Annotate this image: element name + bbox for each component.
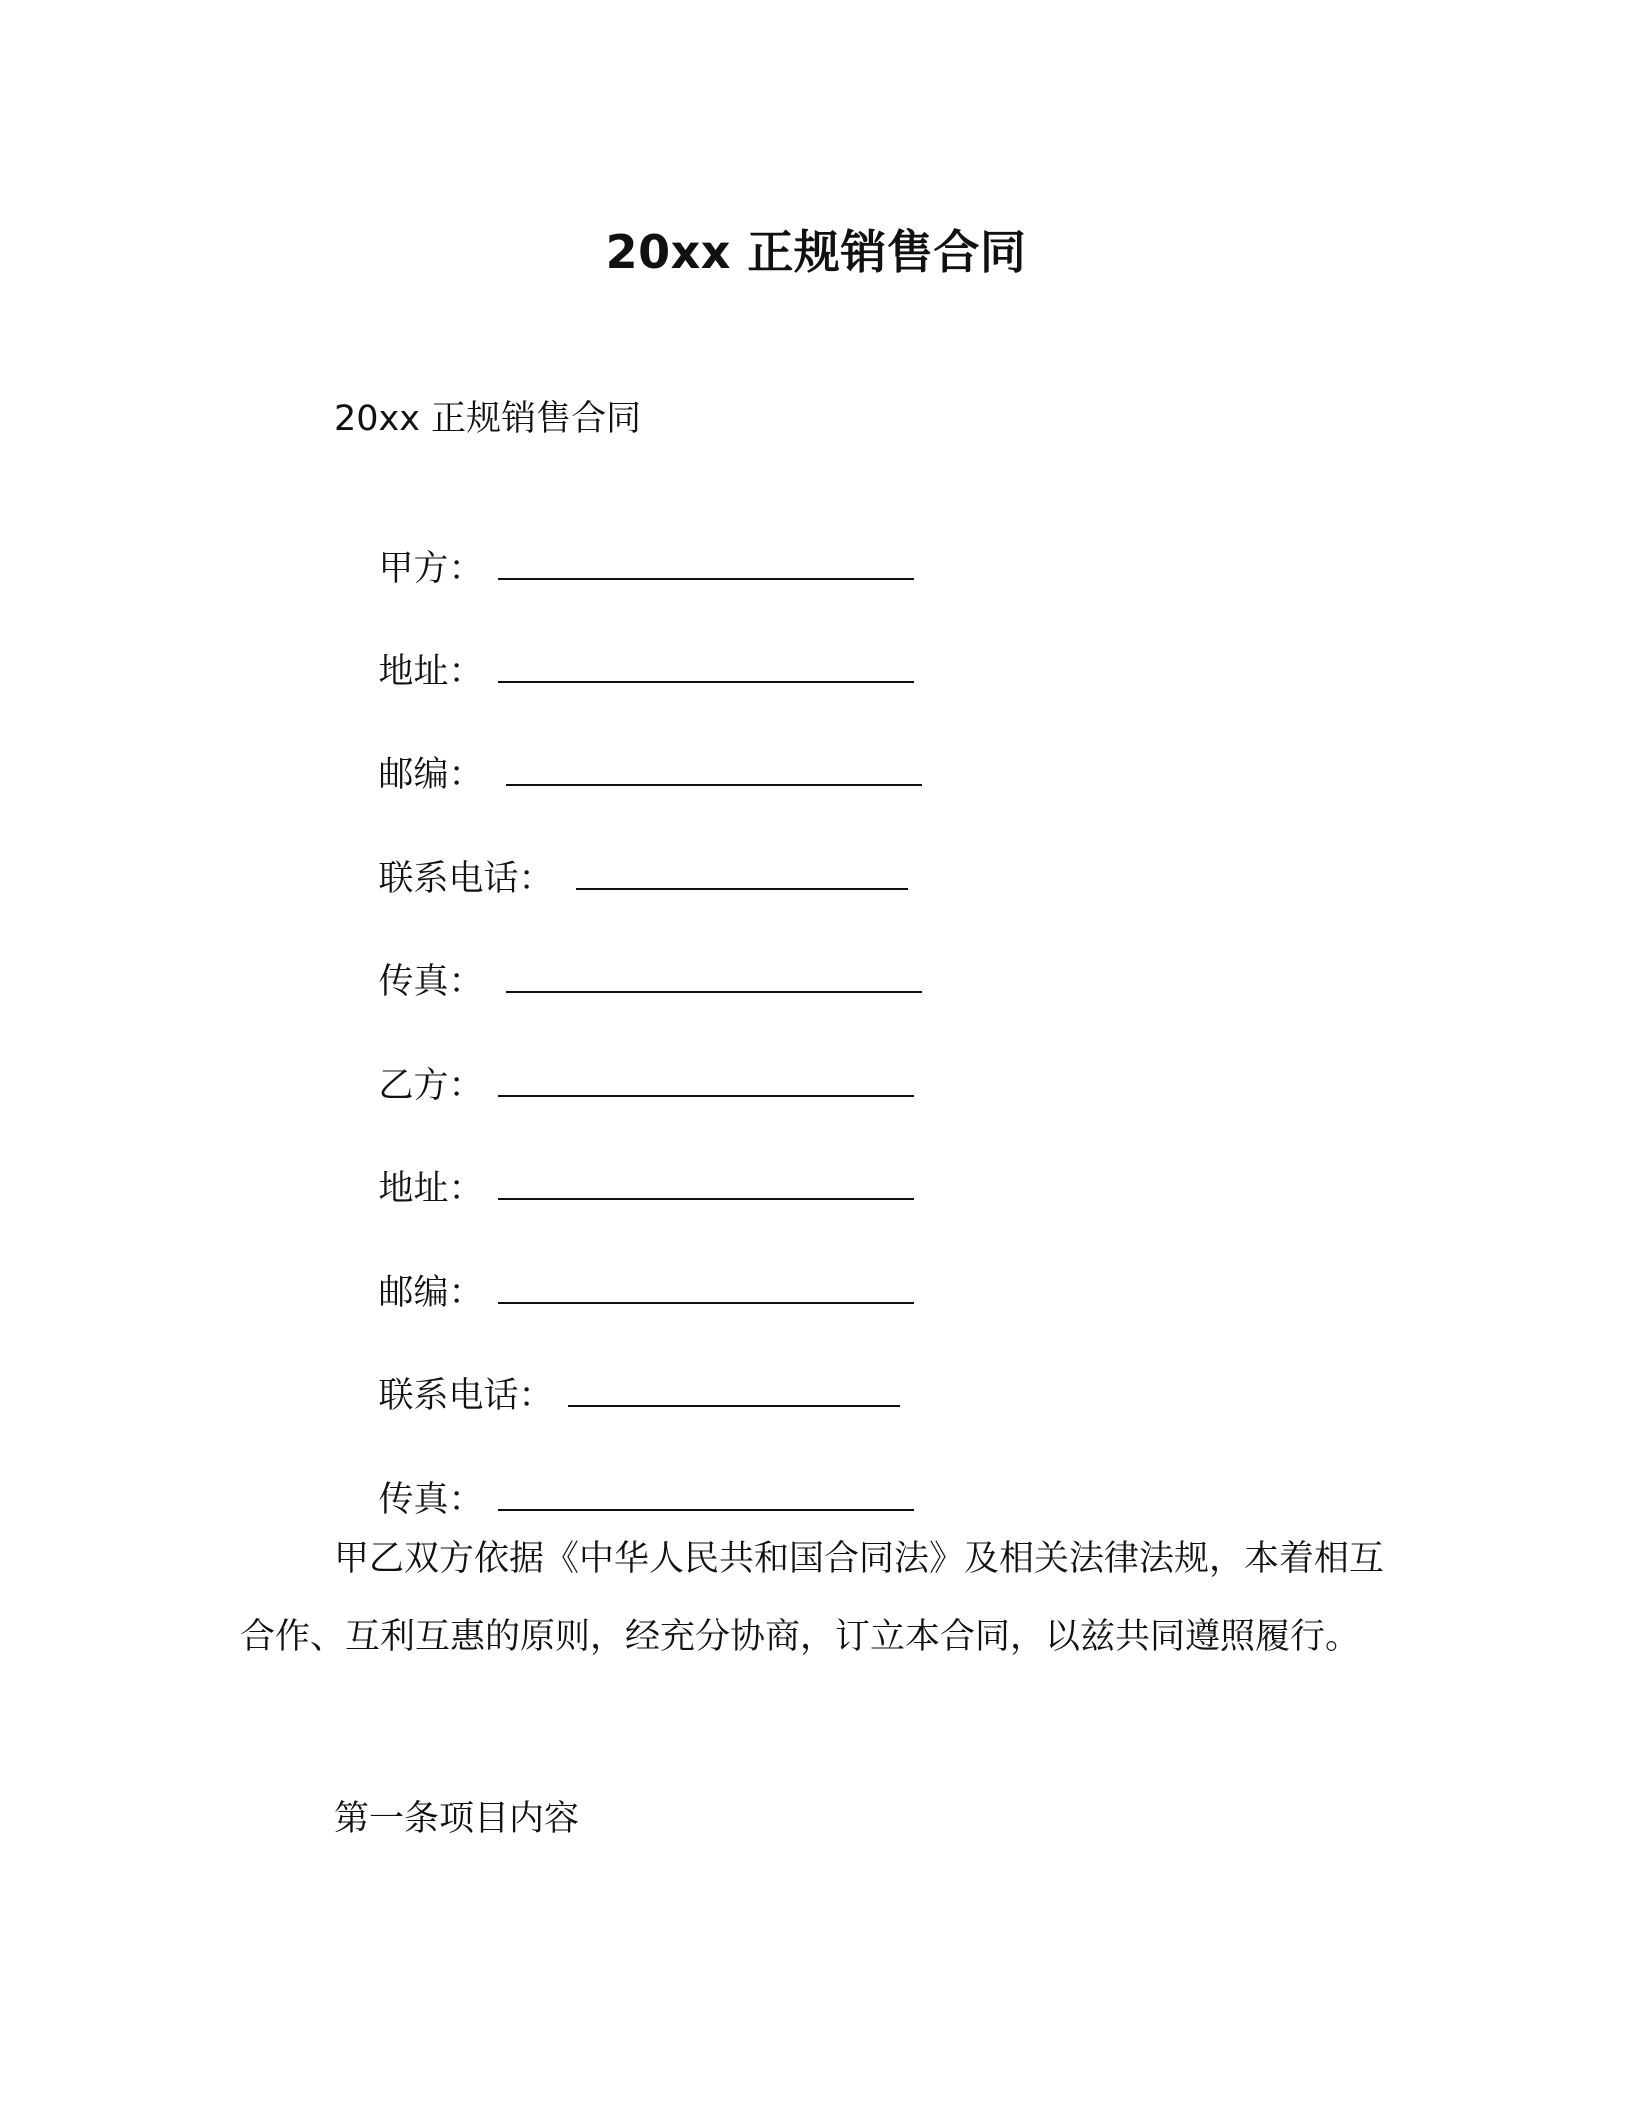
- party-b-phone-label: 联系电话：: [378, 1376, 554, 1416]
- party-a-phone-label: 联系电话：: [378, 859, 554, 899]
- party-a-label: 甲方：: [378, 549, 484, 589]
- party-a-phone-blank[interactable]: [576, 858, 908, 890]
- party-b-blank[interactable]: [498, 1065, 914, 1097]
- party-b-postcode-label: 邮编：: [378, 1273, 484, 1313]
- party-b-address-label: 地址：: [378, 1169, 484, 1209]
- party-b-postcode-blank[interactable]: [498, 1272, 914, 1304]
- party-b-fax-blank[interactable]: [498, 1479, 914, 1511]
- document-title: 20xx 正规销售合同: [605, 225, 1027, 279]
- document-subtitle: 20xx 正规销售合同: [334, 399, 642, 439]
- article-1-heading: 第一条项目内容: [334, 1799, 580, 1839]
- party-a-address-label: 地址：: [378, 652, 484, 692]
- party-a-fax-blank[interactable]: [506, 961, 922, 993]
- party-b-label: 乙方：: [378, 1066, 484, 1106]
- party-a-blank[interactable]: [498, 548, 914, 580]
- party-a-postcode-blank[interactable]: [506, 754, 922, 786]
- party-a-postcode-label: 邮编：: [378, 755, 484, 795]
- party-a-fax-label: 传真：: [378, 962, 484, 1002]
- party-b-phone-blank[interactable]: [568, 1375, 900, 1407]
- preamble-text: 甲乙双方依据《中华人民共和国合同法》及相关法律法规，本着相互合作、互利互惠的原则，经充分协商，订立本合同，以兹共同遵照履行。: [240, 1539, 1385, 1657]
- party-a-address-blank[interactable]: [498, 651, 914, 683]
- party-b-address-blank[interactable]: [498, 1168, 914, 1200]
- party-b-fax-label: 传真：: [378, 1480, 484, 1520]
- preamble-paragraph: [240, 1520, 1400, 1676]
